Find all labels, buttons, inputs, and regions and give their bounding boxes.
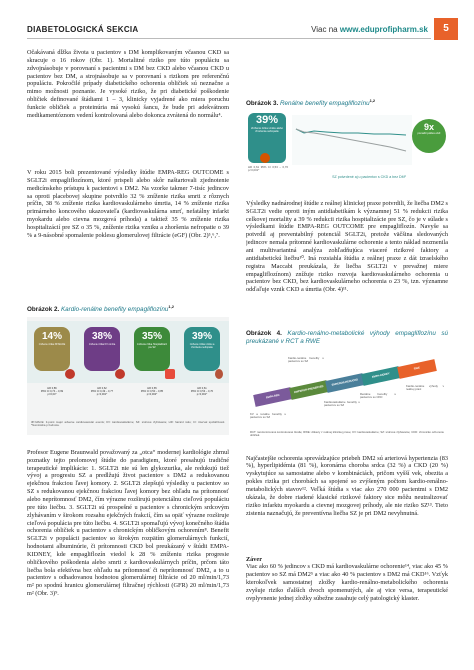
left-paragraph-1: Očakávaná dĺžka života u pacientov s DM komplikovaným včasnou CKD sa skracuje o 16 rokov (Obr. 1). Mortalitné riziko pre túto populáciu sa zdvojnásobuje v porovnaní s pacientmi s DM bez CKD alebo včasnou CKD u pacientov bez DM, a strojnásobuje sa v porovnaní s rizikom pre referenčnú populáciu. Pokročilé prípady diabetického ochorenia obličiek sú neznačne a mimo možnosti poznanie. Je vysoké riziko, že pri diabetické poškodenie obličiek definované štádiami 1 – 3, klinicky vyjadrené ako miera poruchu funkcie obličiek a proteinúria má vysokú šancu, že bude pri adekvátnom medikamentóznom vedení kontrolovaná alebo dokonca zvrátená do normálu⁴.: [27, 49, 229, 119]
fold-badge: 9x pomalší pokles eGF: [412, 119, 446, 153]
figure-4-item-3: Kardiovaskulárne benefity u pacientov so SZ: [324, 399, 360, 407]
pct-circle-kv-death: 38% zníženie rizika KV úmrtia: [84, 327, 120, 371]
page-header: [0, 0, 474, 42]
pct-circle-hf-hosp: 35% zníženie rizika Hospitalizácií pre SZ: [134, 327, 170, 371]
pct-circle-nephropathy: 39% zníženie rizika vzniku a zhoršenia nefropatie: [184, 327, 220, 371]
left-paragraph-2: V roku 2015 boli prezentované výsledky štúdie EMPA-REG OUTCOME s SGLT2i empagliflozínom, ktoré prispeli alebo skôr naštartovali zjednotenie medicínskeho prístupu k pacientovi s DM2. Na vzorke takmer 7-tisíc jedincov sa oproti placebovej skupine potvrdilo 32 % zníženie rizika smrti z rôznych príčin, 38 % zníženie rizika kardiovaskulárneho úmrtia, 14 % zníženie rizika primárneho koncového ukazovateľa (kardiovaskulárna smrť, nefatálny infarkt myokardu alebo cievna mozgová príhoda) a taktiež 35 % zníženie rizika hospitalizácií pre SZ o 35 %, zníženie rizika vzniku a zhoršenia nefropatie o 39 % a 9-násobné spomalenie poklesu glomerulovej filtrácie (eGF) (Obr. 2)⁵,⁶,⁷.: [27, 169, 229, 239]
right-column: [246, 97, 448, 627]
hospital-icon: [165, 369, 175, 379]
heart-icon: [115, 369, 125, 379]
header-rule: [27, 38, 431, 39]
kidney-icon: [260, 153, 270, 163]
figure-4-item-1: KV a renálne benefity u pacientov so SZ: [250, 411, 286, 419]
figure-4-item-4: Renálne benefity u pacientov so CKD: [360, 391, 396, 399]
right-paragraph-1: Výsledky nadnárodnej štúdie z reálnej klinickej praxe potvrdili, že liečba DM2 s SGLT2i vedie oproti iným antidiabetikám k významnej 51 % redukcii rizika celkovej mortality a 39 % redukcii rizika hospitalizácie pre SZ, čo je v súlade s výsledkami štúdie EMPA-REG OUTCOME pre empagliflozín. Navyše sa potvrdil aj preventabilný potenciál SGLT2i, pretože väčšina sledovaných jedincov nemala prítomné kardiovaskulárne ochorenie a tento náklad nezmenila ani multivariantná analýza zohľadňujúca viaceré rizikové faktory a antidiabetickú liečbu¹⁰. Iná rozsiahla štúdia z reálnej praxe z dát izraelského registra Maccabi preukázala, že liečba SGLT2i v prevažnej miere empagliflozínom) znížuje riziko rozvoja kardiovaskulárneho ochorenia u pacientov bez CKD, bez kardiovaskulárneho ochorenia o 23 %, tzn. významne odďaľuje vznik CKD a úmrtia (Obr. 4)¹¹.: [246, 199, 448, 294]
stat-mace: HR 0,86 95% CI 0,74 – 0,99 p=0,04*: [40, 386, 64, 396]
stat-kv-death: HR 0,62 95% CI 0,49 – 0,77 p<0,001*: [90, 386, 114, 396]
nephropathy-card: 39% Zníženie rizika vzniku alebo zhoršenia nefropatie: [248, 113, 286, 163]
figure-4-footnote: RCT: randomizované kontrolované štúdie; RWE: dôkazy z reálnej klinickej praxe; KV: kardiovaskulárne; SZ: srdcové zlyhávanie; CKD: chronické ochorenie obličiek.: [250, 429, 444, 437]
figure-4-title: Obrázok 4. Kardio-renálno-metabolické výhody empagliflozínu sú preukázané v RCT a RWE: [246, 329, 448, 345]
figure-2: [27, 303, 229, 435]
site-url[interactable]: www.eduprofipharm.sk: [339, 25, 428, 34]
conclusion-paragraph: Viac ako 60 % jedincov s CKD má kardiovaskulárne ochorenie¹⁴, viac ako 45 % pacientov so SZ má DM2⁵ a viac ako 40 % pacientov s DM2 má CKD¹⁶. Vzťyk kterokoľvek samostatnej zložky kardio-renálno-metabolického ochorenia zvyšuje riziko ďalších dvoch spomenutých, ale aj vice versa, terapeutické ovplyvnenie jednej zložky súbežne zasahuje celý patologický klaster.: [246, 563, 448, 602]
conclusion-title: Záver: [246, 555, 262, 563]
egfr-decline-chart: [292, 115, 412, 165]
stat-nephropathy: HR 0,61 95% CI 0,53 – 0,70 p<0,001*: [190, 386, 214, 396]
chevron-emperor-preserved: EMPEROR-PRESERVED: [289, 380, 329, 400]
left-column: [27, 49, 229, 631]
figure-3-panel: [246, 111, 448, 186]
right-paragraph-2: Najčastejšie ochorenia sprevádzajúce priebeh DM2 sú arteriová hypertenzia (83 %), hyperlipidémia (81 %), koronárna choroba srdca (32 %) a CKD (20 %) vyskytujúce sa samostatne alebo v kombináciách, pričom vyšší vek, obezita a pokles rizika pri chorobách sa spojené so zvýšeným počtom kardio-renálno-metabolických stavov¹². Veľká štúdia s viac ako 270 000 pacientmi s DM2 ukázala, že dobre riadené klasické rizikové faktory sice môžu neutralizovať riziko infarktu myokardu a cievnej mozgovej príhody, ale nie riziko SZ¹³. Tieto zistenia naznačujú, že preventívna liečba SZ je pri DM2 nevyhnutná.: [246, 454, 448, 517]
kidney-icon: [215, 369, 223, 379]
chevron-empa-reg: EMPA-REG: [253, 387, 293, 407]
pct-circle-mace: 14% zníženie rizika 3P-MACE: [34, 327, 70, 371]
figure-4: [246, 330, 448, 442]
chevron-rwe: RWE: [397, 359, 437, 379]
chevron-empa-kidney: EMPA-KIDNEY: [361, 366, 401, 386]
figure-3-stats: HR 0,61 95% CI 0,53 – 0,70 p<0,001*: [248, 164, 288, 173]
chevron-emperor-reduced: EMPEROR-REDUCED: [325, 373, 365, 393]
figure-3-caption: SZ potvrdené aj u pacientov s CKD a bez DM²: [332, 174, 406, 179]
figure-2-footnote: 3P-MACE: 3-point major adverse cardiovascular events; KV: kardiovaskulárne; SZ: srdcové zlyhávanie; HR: hazard ratio; CI: interval spoľahlivosti. *Nominálna p hodnota.: [31, 419, 225, 428]
figure-4-item-2: Kardio-renálne benefity u pacientov so SZ: [288, 355, 324, 363]
stat-hf-hosp: HR 0,65 95% CI 0,50 – 0,85 p=0,002*: [140, 386, 164, 396]
site-link[interactable]: [311, 25, 428, 34]
section-title: DIABETOLOGICKÁ SEKCIA: [27, 25, 139, 34]
figure-4-panel: [246, 349, 448, 442]
figure-4-item-5: Kardio-renálne výhody v reálnej praxi: [406, 383, 444, 391]
site-prefix: Viac na: [311, 25, 340, 34]
figure-2-panel: [27, 317, 229, 435]
page-number: 5: [434, 18, 458, 40]
left-paragraph-3: Profesor Eugene Braunwald považovaný za „otca“ modernej kardiológie zhrnul poznatky tejto prelomovej štúdie do paradigiem, ktoré presahujú tradičné terapeutické implikácie: 1. SGLT2i nie sú len glykozurika, ale redukujú tiež vývoj a progresiu SZ a predlžujú život pacientov s DM2 a redukovanou ejekčnou frakciou ľavej komory. 2. SGLT2i zlepšujú výsledky u pacientov so SZ s redukovanou ejekčnou frakciou ľavej komory bez ohľadu na prítomnosť alebo neprítomnosť DM2, čím výrazne rozširujú potenciálnu cieľovú populáciu pre túto liečbu. 3. SGLT2i sú prospešné u pacientov s chronickým srdcovým zlyhávaním v širokom rozsahu ejekčných frakcií, čím sa opäť výrazne rozširuje cieľová populácia pre túto liečbu. 4. SGLT2i spomaľujú vývoj konečného štádia ochorenia obličiek u pacientov s chronickým obličkovým ochorením⁸. Benefit SGLT2i v populácii pacientov so širokým rozpätím glomerulárnych funkcií, hodnotami albuminúrie, či prítomnosti CKD bol preukázaný v štúdii EMPA-KIDNEY, kde empagliflozín viedol k 28 % zníženiu rizika progresie obličkového poškodenia alebo smrti z kardiovaskulárnych príčin, prčom táto liečba bola efektívna bez ohľadu na prítomnosť či neprítomnosť DM2, a to u pacientov s odhadovanou hodnotou glomerulárnej filtrácie od 20 ml/min/1,73 m² po spodnú hranicu glomerulárnej filtračnej rýchlosti (GFR) 20 ml/min/1,73 m² (Obr. 3)⁹.: [27, 448, 229, 598]
figure-3: [246, 97, 448, 186]
figure-2-title: Obrázok 2. Kardio-renálne benefity empagliflozínu$^{1,2}$: [27, 304, 174, 314]
figure-3-title: Obrázok 3. Renálne benefity empagliflozínu$^{1,2}$: [246, 98, 376, 108]
heart-icon: [65, 369, 75, 379]
